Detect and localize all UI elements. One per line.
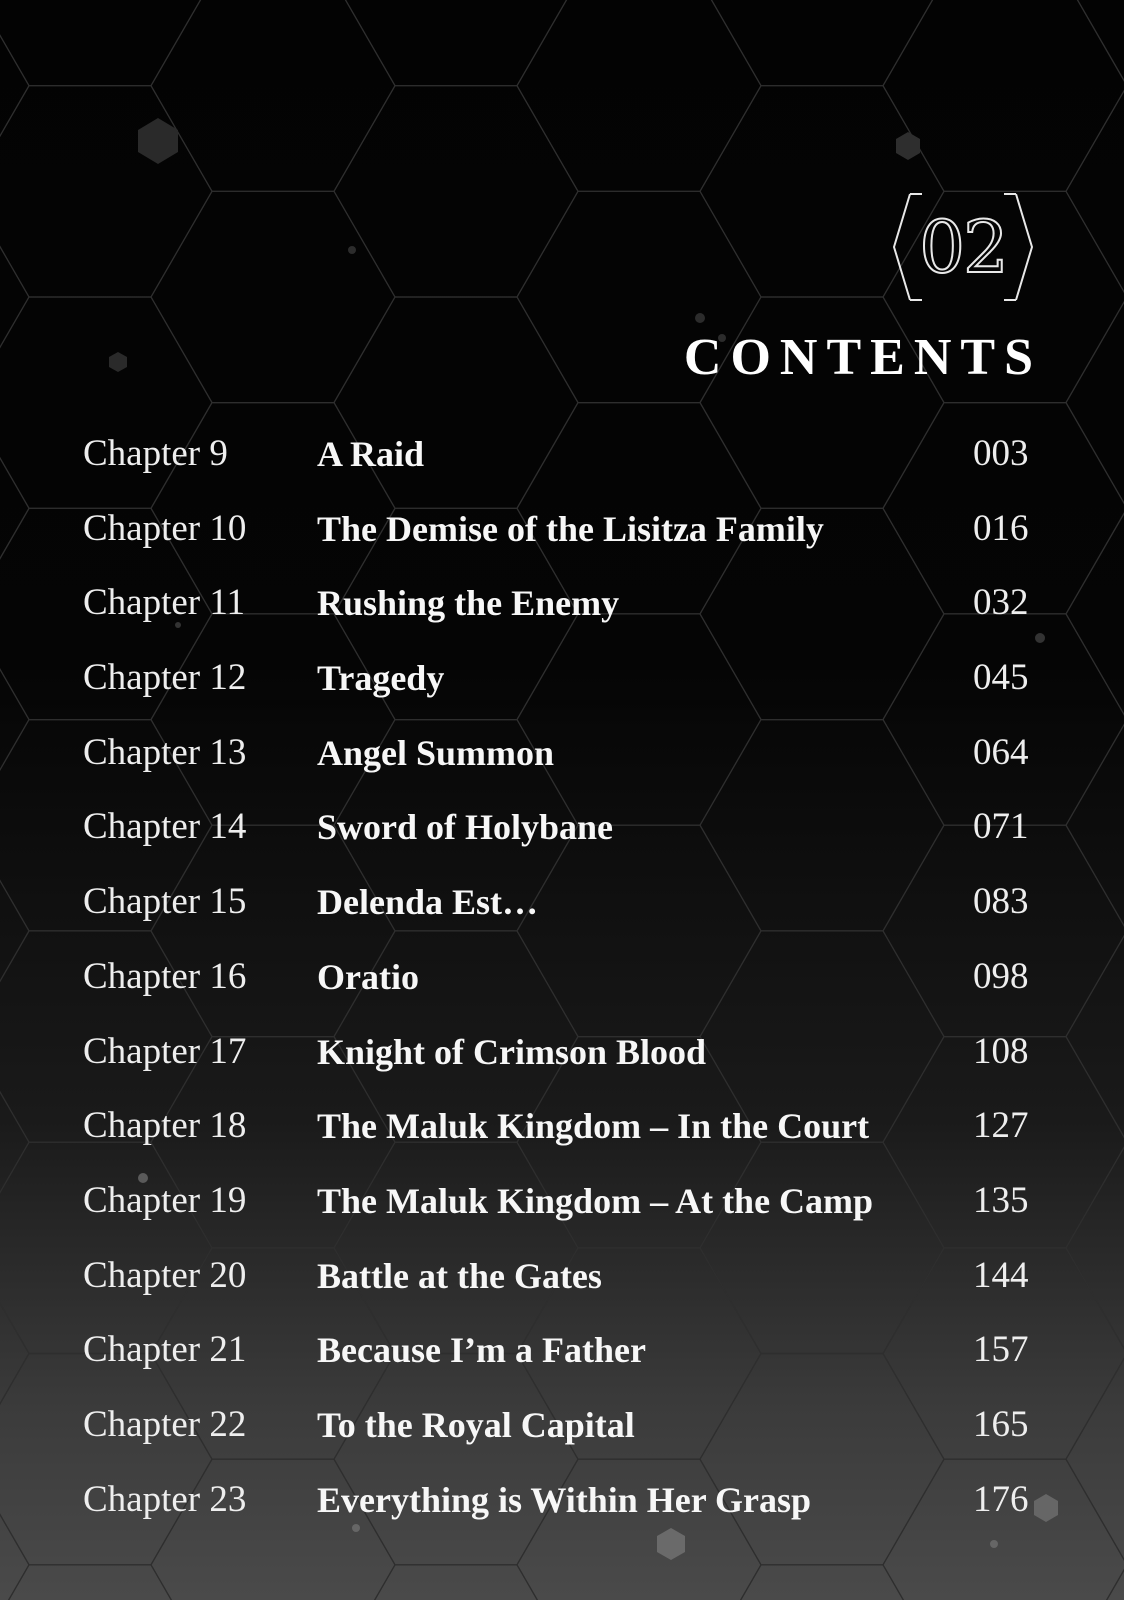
list-item[interactable] bbox=[83, 495, 1043, 570]
hex-cell bbox=[1066, 1565, 1124, 1600]
list-item[interactable] bbox=[83, 644, 1043, 719]
page-number: 016 bbox=[973, 507, 1029, 549]
hex-cell bbox=[1066, 297, 1124, 508]
page-number: 165 bbox=[973, 1403, 1029, 1445]
volume-number-text: 02 bbox=[919, 205, 1007, 289]
page-number: 064 bbox=[973, 731, 1029, 773]
chapter-title: Everything is Within Her Grasp bbox=[317, 1479, 812, 1520]
page-number: 098 bbox=[973, 955, 1029, 997]
chapter-number: Chapter 16 bbox=[83, 955, 247, 997]
chapter-number: Chapter 22 bbox=[83, 1403, 247, 1445]
hex-cell bbox=[0, 191, 29, 402]
hex-cell bbox=[0, 0, 212, 86]
hex-cell bbox=[0, 614, 29, 825]
chapter-number: Chapter 21 bbox=[83, 1329, 247, 1371]
hex-cell bbox=[1066, 86, 1124, 297]
hex-dot bbox=[990, 1540, 998, 1548]
hex-cell bbox=[700, 1565, 944, 1600]
chapter-title: Sword of Holybane bbox=[317, 807, 614, 848]
chapter-title: A Raid bbox=[317, 434, 425, 474]
chapter-title: Tragedy bbox=[317, 658, 445, 699]
list-item[interactable] bbox=[83, 943, 1043, 1018]
page-number: 127 bbox=[973, 1105, 1029, 1147]
table-of-contents bbox=[83, 420, 1043, 1540]
chapter-title: Battle at the Gates bbox=[317, 1255, 602, 1296]
list-item[interactable] bbox=[83, 1242, 1043, 1317]
chapter-title: Angel Summon bbox=[317, 732, 555, 773]
chapter-title: Delenda Est… bbox=[317, 882, 539, 923]
hex-cell bbox=[1066, 720, 1124, 931]
hex-cell bbox=[1066, 1142, 1124, 1353]
chapter-title: Rushing the Enemy bbox=[317, 583, 620, 624]
page-number: 135 bbox=[973, 1179, 1029, 1221]
list-item[interactable] bbox=[83, 1167, 1043, 1242]
chapter-number: Chapter 9 bbox=[83, 433, 228, 474]
list-item[interactable] bbox=[83, 1466, 1043, 1541]
hex-cell bbox=[334, 1565, 578, 1600]
list-item[interactable] bbox=[83, 1092, 1043, 1167]
chapter-title: The Maluk Kingdom – In the Court bbox=[317, 1106, 870, 1147]
page-number: 045 bbox=[973, 657, 1029, 699]
chapter-number: Chapter 14 bbox=[83, 806, 247, 848]
hex-cell bbox=[0, 86, 212, 297]
page-number: 144 bbox=[973, 1254, 1029, 1296]
hex-cell bbox=[0, 0, 29, 191]
chapter-number: Chapter 20 bbox=[83, 1254, 247, 1296]
hex-cell bbox=[1066, 1354, 1124, 1565]
hex-cell bbox=[1066, 931, 1124, 1142]
list-item[interactable] bbox=[83, 1018, 1043, 1093]
page-title: CONTENTS bbox=[683, 329, 1042, 386]
chapter-number: Chapter 17 bbox=[83, 1030, 247, 1072]
hex-cell bbox=[883, 0, 1124, 191]
chapter-title: The Demise of the Lisitza Family bbox=[317, 508, 824, 549]
list-item[interactable] bbox=[83, 420, 1043, 495]
chapter-title: To the Royal Capital bbox=[317, 1404, 635, 1445]
hex-dot bbox=[695, 313, 705, 323]
hex-cell bbox=[0, 1459, 29, 1600]
chapter-title: Knight of Crimson Blood bbox=[317, 1031, 707, 1072]
hex-cell bbox=[1066, 508, 1124, 719]
page-number: 157 bbox=[973, 1329, 1029, 1371]
chapter-number: Chapter 13 bbox=[83, 731, 247, 773]
hex-dot bbox=[138, 118, 178, 164]
hex-cell bbox=[517, 0, 761, 191]
chapter-number: Chapter 15 bbox=[83, 881, 247, 923]
list-item[interactable] bbox=[83, 1391, 1043, 1466]
hex-cell bbox=[0, 1248, 29, 1459]
chapter-number: Chapter 19 bbox=[83, 1179, 247, 1221]
hex-cell bbox=[0, 403, 29, 614]
list-item[interactable] bbox=[83, 1316, 1043, 1391]
hex-dot bbox=[348, 246, 356, 254]
hex-cell bbox=[151, 191, 395, 402]
list-item[interactable] bbox=[83, 569, 1043, 644]
chapter-number: Chapter 10 bbox=[83, 507, 247, 549]
list-item[interactable] bbox=[83, 868, 1043, 943]
volume-number bbox=[888, 188, 1038, 306]
hex-cell bbox=[1066, 0, 1124, 86]
hex-cell bbox=[0, 825, 29, 1036]
chapter-number: Chapter 11 bbox=[83, 582, 246, 624]
chapter-number: Chapter 23 bbox=[83, 1478, 247, 1520]
page-number: 108 bbox=[973, 1030, 1029, 1072]
hex-dot bbox=[109, 352, 127, 372]
chapter-title: The Maluk Kingdom – At the Camp bbox=[317, 1180, 874, 1221]
hex-cell bbox=[0, 1565, 212, 1600]
page-number: 083 bbox=[973, 881, 1029, 923]
list-item[interactable] bbox=[83, 793, 1043, 868]
chapter-title: Because I’m a Father bbox=[317, 1330, 646, 1371]
page-number: 003 bbox=[973, 433, 1029, 474]
page-number: 032 bbox=[973, 582, 1029, 624]
chapter-number: Chapter 12 bbox=[83, 657, 247, 699]
hex-cell bbox=[151, 0, 395, 191]
chapter-number: Chapter 18 bbox=[83, 1105, 247, 1147]
hex-dot bbox=[896, 132, 920, 160]
list-item[interactable] bbox=[83, 719, 1043, 794]
page-number: 176 bbox=[973, 1478, 1029, 1520]
hex-cell bbox=[0, 1037, 29, 1248]
hex-cell bbox=[334, 86, 578, 297]
chapter-title: Oratio bbox=[317, 956, 419, 997]
page-number: 071 bbox=[973, 806, 1029, 848]
